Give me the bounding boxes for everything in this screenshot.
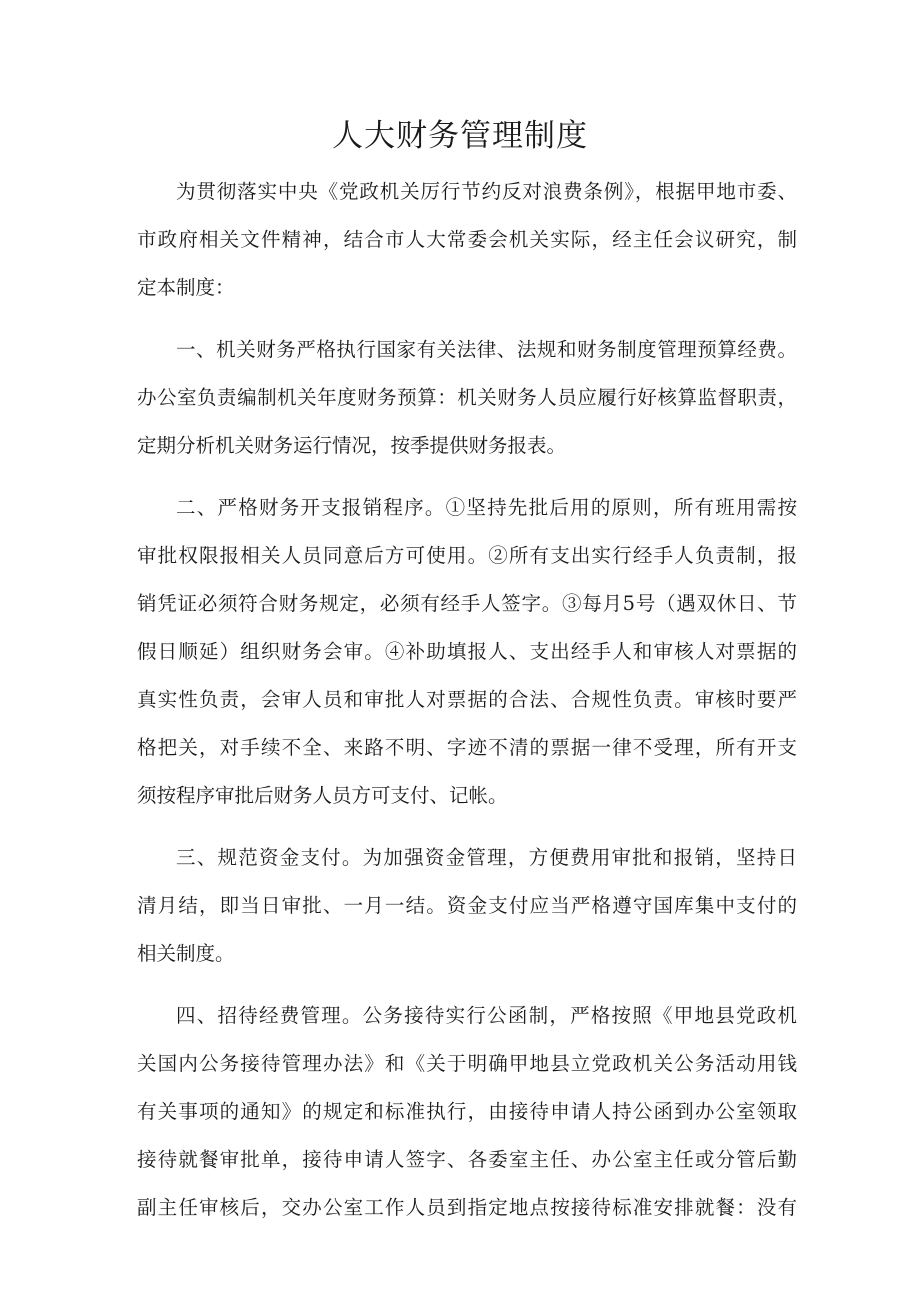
paragraph-4 — [137, 834, 797, 978]
paragraph-line: 须按程序审批后财务人员方可支付、记帐。 — [137, 784, 508, 807]
paragraph-line: 一、机关财务严格执行国家有关法律、法规和财务制度管理预算经费。 — [176, 338, 797, 361]
document-body — [137, 168, 797, 1246]
paragraph-5 — [137, 992, 797, 1232]
paragraph-line: 有关事项的通知》的规定和标准执行，由接待申请人持公函到办公室领取 — [137, 1100, 797, 1123]
paragraph-line: 副主任审核后，交办公室工作人员到指定地点按接待标准安排就餐：没有 — [137, 1196, 797, 1219]
paragraph-line: 为贯彻落实中央《党政机关厉行节约反对浪费条例》，根据甲地市委、 — [176, 180, 797, 203]
paragraph-line: 市政府相关文件精神，结合市人大常委会机关实际，经主任会议研究，制 — [137, 228, 797, 251]
paragraph-line: 二、严格财务开支报销程序。①坚持先批后用的原则，所有班用需按 — [176, 496, 797, 519]
paragraph-line: 假日顺延）组织财务会审。④补助填报人、支出经手人和审核人对票据的 — [137, 640, 797, 663]
paragraph-line: 清月结，即当日审批、一月一结。资金支付应当严格遵守国库集中支付的 — [137, 894, 797, 917]
document-title: 人大财务管理制度 — [332, 118, 588, 154]
paragraph-line: 接待就餐审批单，接待申请人签字、各委室主任、办公室主任或分管后勤 — [137, 1148, 797, 1171]
paragraph-3 — [137, 484, 797, 820]
paragraph-line: 三、规范资金支付。为加强资金管理，方便费用审批和报销，坚持日 — [176, 846, 797, 869]
paragraph-line: 办公室负责编制机关年度财务预算：机关财务人员应履行好核算监督职责， — [137, 386, 797, 409]
paragraph-line: 真实性负责，会审人员和审批人对票据的合法、合规性负责。审核时要严 — [137, 688, 797, 711]
paragraph-2 — [137, 326, 797, 470]
paragraph-1 — [137, 168, 797, 312]
paragraph-line: 四、招待经费管理。公务接待实行公函制，严格按照《甲地县党政机 — [176, 1004, 797, 1027]
paragraph-line: 定本制度： — [137, 276, 235, 299]
paragraph-line: 销凭证必须符合财务规定，必须有经手人签字。③每月5号（遇双休日、节 — [137, 592, 797, 615]
paragraph-line: 定期分析机关财务运行情况，按季提供财务报表。 — [137, 434, 567, 457]
paragraph-line: 审批权限报相关人员同意后方可使用。②所有支出实行经手人负责制，报 — [137, 544, 797, 567]
paragraph-line: 关国内公务接待管理办法》和《关于明确甲地县立党政机关公务活动用钱 — [137, 1052, 797, 1075]
paragraph-line: 格把关，对手续不全、来路不明、字迹不清的票据一律不受理，所有开支 — [137, 736, 797, 759]
paragraph-line: 相关制度。 — [137, 942, 235, 965]
